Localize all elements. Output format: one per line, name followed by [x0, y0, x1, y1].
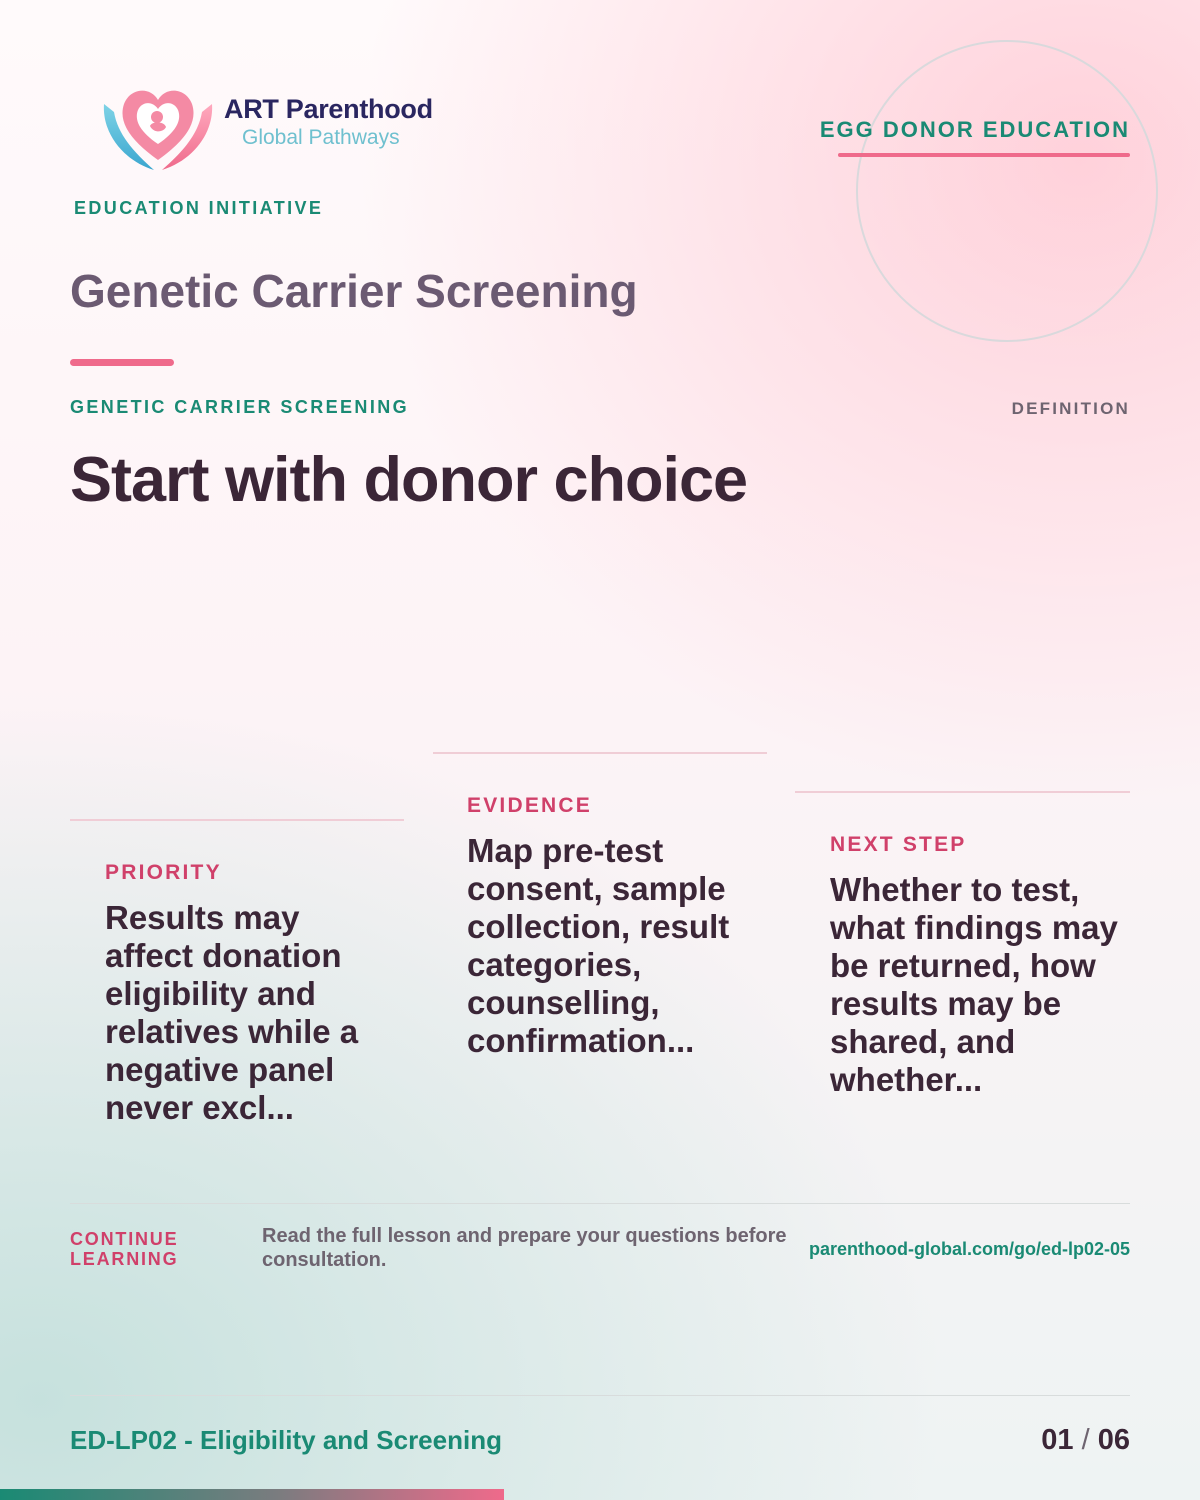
category-underline [838, 153, 1130, 157]
card-next-step-label: NEXT STEP [830, 833, 967, 856]
card-evidence-divider [433, 752, 767, 754]
lesson-code: ED-LP02 - Eligibility and Screening [70, 1425, 502, 1455]
brand-tagline: Global Pathways [242, 126, 400, 149]
lesson-link[interactable]: parenthood-global.com/go/ed-lp02-05 [808, 1239, 1130, 1259]
card-evidence-label: EVIDENCE [467, 794, 592, 817]
brand-logo-icon [100, 74, 216, 172]
card-next-step-divider [795, 791, 1130, 793]
continue-learning-text: Read the full lesson and prepare your questions before consultation. [262, 1225, 787, 1271]
topic-accent-bar [70, 359, 174, 366]
card-priority-label: PRIORITY [105, 861, 222, 884]
page-current: 01 [1041, 1424, 1074, 1456]
footer-divider [70, 1395, 1130, 1396]
card-priority-text: Results may affect donation eligibility and relatives while a negative panel never excl... [105, 899, 359, 1126]
initiative-label: EDUCATION INITIATIVE [74, 198, 324, 218]
card-next-step-text: Whether to test, what findings may be returned, how results may be shared, and whether... [830, 871, 1118, 1098]
section-eyebrow: GENETIC CARRIER SCREENING [70, 397, 410, 417]
continue-learning-label: CONTINUE LEARNING [70, 1229, 179, 1269]
card-evidence-text: Map pre-test consent, sample collection, result categories, counselling, confirmation... [467, 832, 730, 1059]
page-headline: Start with donor choice [70, 445, 748, 515]
decorative-circle [856, 40, 1158, 342]
topic-title: Genetic Carrier Screening [70, 265, 638, 317]
category-label: EGG DONOR EDUCATION [819, 117, 1130, 142]
card-priority-divider [70, 819, 404, 821]
page-total: 06 [1097, 1424, 1130, 1456]
section-tag: DEFINITION [1011, 399, 1130, 418]
page-counter [1041, 1424, 1130, 1457]
page-separator: / [1081, 1424, 1090, 1456]
brand-name: ART Parenthood [224, 94, 433, 124]
progress-bar [0, 1489, 504, 1500]
cta-top-divider [70, 1203, 1130, 1204]
